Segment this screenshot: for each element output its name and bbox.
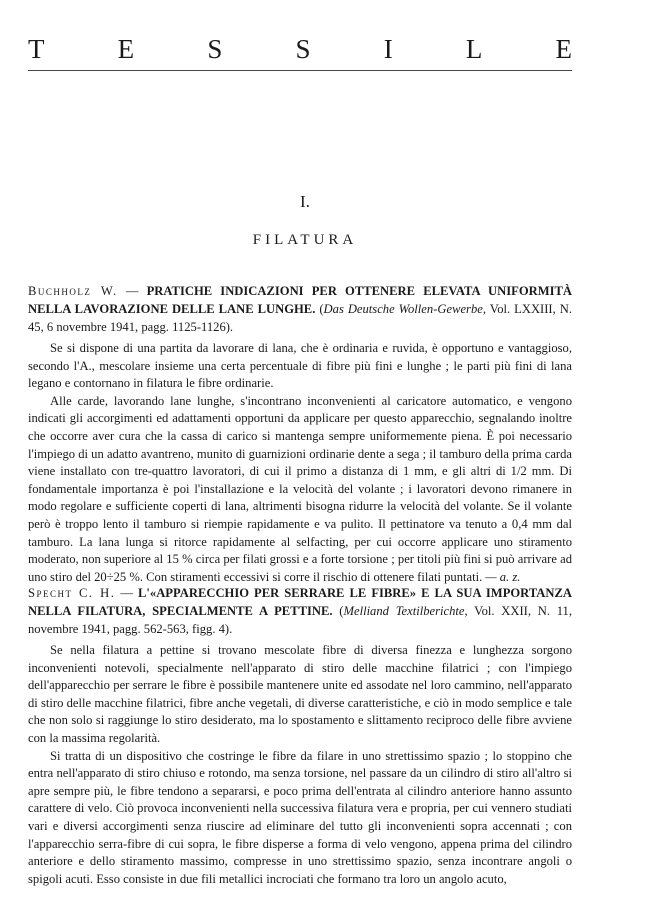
article-specht: [28, 584, 572, 888]
chapter-number: I.: [300, 192, 310, 211]
running-head-letter: S: [295, 34, 311, 64]
article-heading: [28, 282, 572, 336]
chapter-title: FILATURA: [252, 232, 358, 248]
article-citation: , Vol. LXXIII, N. 45, 6 novembre 1941, pagg. 1125-1126).: [28, 302, 572, 334]
article-title: PRATICHE INDICAZIONI PER OTTENERE ELEVATA UNIFORMITÀ NELLA LAVORAZIONE DELLE LANE LUNGHE.: [28, 284, 572, 316]
article-paragraph: Se nella filatura a pettine si trovano mescolate fibre di diversa finezza e lunghezza sorgono inconvenienti notevoli, specialmente nell'apparato di stiro delle macchine filatrici ; con l'impiego dell'apparecchio per serrare le fibre è possibile mantenere unite ed assodate nel loro cammino, nell'apparato di stiro delle macchine filatrici, fibre anche vegetali, di diverse caratteristiche, e ciò in modo semplice e tale che non solo si raggiunge lo stiro desiderato, ma lo spostamento e slittamento reciproco delle fibre avviene con la massima regolarità.: [28, 643, 572, 745]
article-source: Melliand Textilberichte: [343, 604, 465, 618]
article-signature: — a. z.: [485, 569, 521, 584]
heading-dash: —: [115, 586, 139, 600]
heading-dash: —: [117, 284, 147, 298]
article-author: Specht C. H.: [28, 586, 116, 600]
citation-open: (: [315, 302, 324, 316]
running-head-letter: S: [207, 34, 223, 64]
running-head-letter: T: [28, 34, 45, 64]
article-title: L'«APPARECCHIO PER SERRARE LE FIBRE» E LA SUA IMPORTANZA NELLA FILATURA, SPECIALMENTE A PETTINE.: [28, 586, 572, 618]
article-author: Buchholz W.: [28, 284, 118, 298]
running-head-letter: I: [383, 34, 393, 64]
running-head: [28, 34, 572, 64]
header-rule: [28, 70, 572, 71]
article-heading: [28, 584, 572, 638]
running-head-letter: E: [117, 34, 135, 64]
article-source: Das Deutsche Wollen-Gewerbe: [323, 302, 483, 316]
article-paragraph: Se si dispone di una partita da lavorare di lana, che è ordinaria e ruvida, è opportuno e vantaggioso, secondo l'A., mescolare insieme una certa percentuale di fibre più fini e lunghe ; le parti più fini di lana legano e contornano in filatura le fibre ordinarie.: [28, 341, 572, 391]
article-paragraph-text: Alle carde, lavorando lane lunghe, s'incontrano inconvenienti al caricatore automatico, e vengono indicati gli accorgimenti ed adattamenti opportuni da applicare per questo apparecchio, segnalando inoltre che occorre aver cura che la cassa di carico si mantenga sempre uniformemente piena. È poi necessario l'impiego di un adatto avantreno, munito di guarnizioni ordinarie dente a sega ; il tamburo della prima carda viene installato con tre-quattro lavoratori, di cui il primo a distanza di 1 mm, e gli altri di 1/2 mm. Di fondamentale importanza è poi l'installazione e la velocità del volante ; i lavoratori devono rimanere in modo regolare e sufficiente coperti di lana, altrimenti bisogna ridurre la velocità del volante. Se il volante però è troppo lento il tamburo si riempie rapidamente e va pulito. Il pettinatore va tenuto a 0,4 mm dal tamburo. La lana lunga si ritorce rapidamente al selfacting, per cui occorre applicare uno stiramento moderato, non superiore al 15 % circa per filati grossi e a forte torsione ; per titoli più fini si può arrivare ad uno stiro del 20÷25 %. Con stiramenti eccessivi si corre il rischio di ottenere filati puntati.: [28, 393, 572, 584]
article-citation: , Vol. XXII, N. 11, novembre 1941, pagg. 562-563, figg. 4).: [28, 604, 573, 636]
article-buchholz: [28, 282, 572, 586]
article-paragraph: [28, 393, 572, 587]
article-paragraph: Si tratta di un dispositivo che costringe le fibre da filare in uno strettissimo spazio ; lo stoppino che entra nell'apparato di stiro chiuso e rotondo, ma senza torsione, nel passare da un cilindro di stiro all'altro si apre sempre più, le fibre tendono a separarsi, e poco prima dell'entrata al cilindro anteriore hanno assunto carattere di velo. Ciò provoca inconvenienti nella successiva filatura vera e propria, per cui vennero studiati vari e diversi accorgimenti senza riuscire ad eliminare del tutto gli inconvenienti sopra accennati ; con l'apparecchio serra-fibre di cui sopra, le fibre disperse a forma di velo vengono, appena prima del cilindro anteriore e dello stiramento massimo, compresse in uno strettissimo spazio, senza incontrare angoli o spigoli acuti. Esso consiste in due fili metallici incrociati che formano tra loro un angolo acuto,: [28, 748, 572, 886]
citation-open: (: [332, 604, 344, 618]
running-head-letter: L: [465, 34, 483, 64]
running-head-letter: E: [555, 34, 572, 64]
